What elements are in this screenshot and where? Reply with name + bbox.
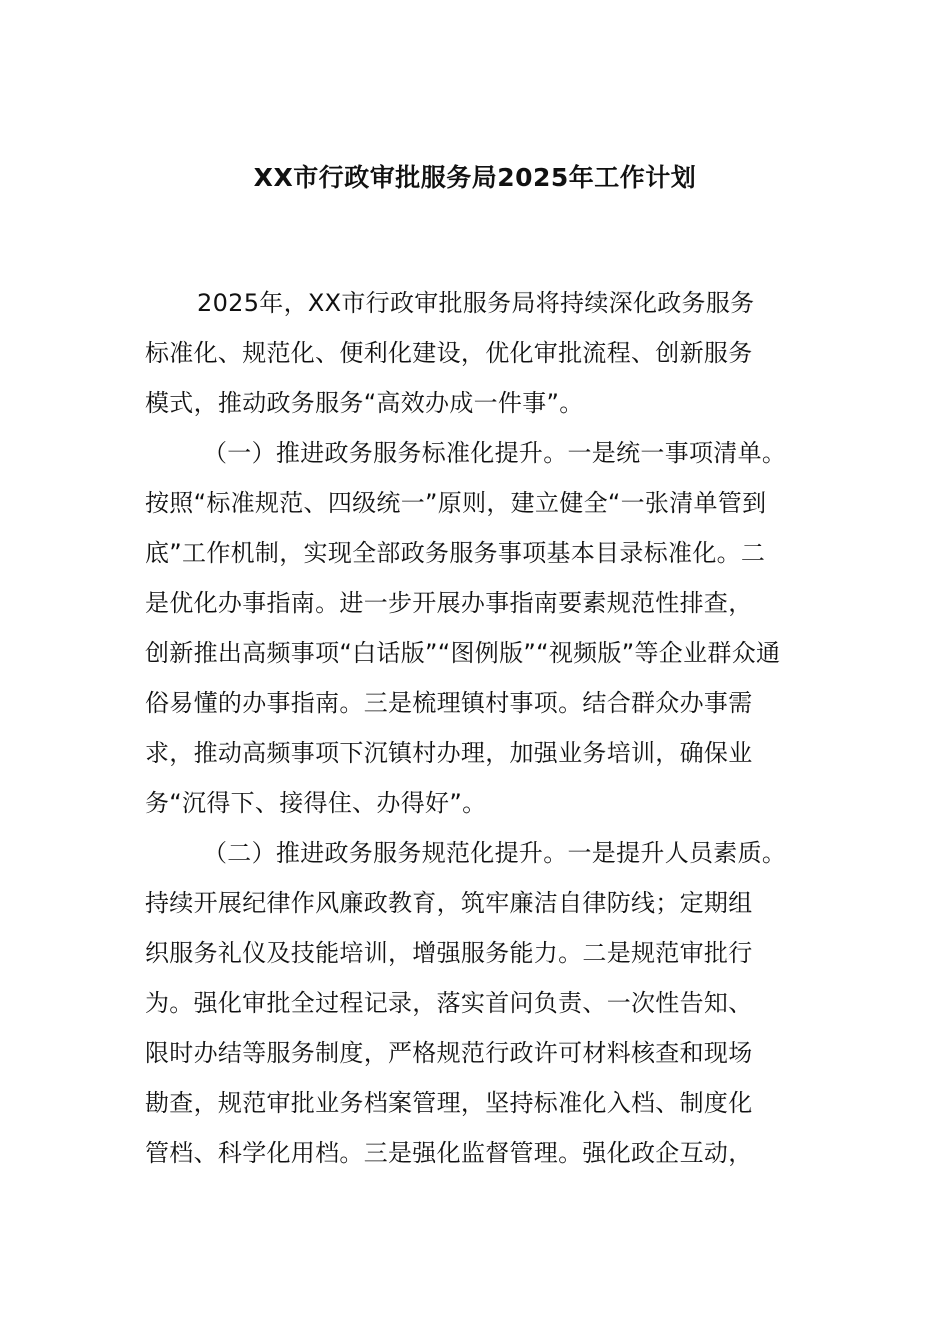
section-2-line-6: 勘查，规范审批业务档案管理，坚持标准化入档、制度化 xyxy=(145,1089,753,1117)
paragraph-intro-line-3: 模式，推动政务服务“高效办成一件事”。 xyxy=(145,389,584,417)
paragraph-intro-line-2: 标准化、规范化、便利化建设，优化审批流程、创新服务 xyxy=(145,339,753,367)
section-2-line-4: 为。强化审批全过程记录，落实首问负责、一次性告知、 xyxy=(145,989,753,1017)
section-2-line-5: 限时办结等服务制度，严格规范行政许可材料核查和现场 xyxy=(145,1039,753,1067)
section-2-line-3: 织服务礼仪及技能培训，增强服务能力。二是规范审批行 xyxy=(145,939,753,967)
section-1-line-7: 求，推动高频事项下沉镇村办理，加强业务培训，确保业 xyxy=(145,739,753,767)
section-1-line-4: 是优化办事指南。进一步开展办事指南要素规范性排查， xyxy=(145,589,753,617)
section-1-line-8: 务“沉得下、接得住、办得好”。 xyxy=(145,789,487,817)
document-body xyxy=(145,283,825,1183)
section-2-line-1: （二）推进政务服务规范化提升。一是提升人员素质。 xyxy=(203,839,787,867)
section-1-line-2: 按照“标准规范、四级统一”原则，建立健全“一张清单管到 xyxy=(145,489,767,517)
section-1-line-3: 底”工作机制，实现全部政务服务事项基本目录标准化。二 xyxy=(145,539,766,567)
document-title: XX市行政审批服务局2025年工作计划 xyxy=(253,163,697,192)
section-2-line-7: 管档、科学化用档。三是强化监督管理。强化政企互动， xyxy=(145,1139,753,1167)
section-1-line-1: （一）推进政务服务标准化提升。一是统一事项清单。 xyxy=(203,439,787,467)
section-1-line-5: 创新推出高频事项“白话版”“图例版”“视频版”等企业群众通 xyxy=(145,639,781,667)
section-2-line-2: 持续开展纪律作风廉政教育，筑牢廉洁自律防线；定期组 xyxy=(145,889,753,917)
paragraph-intro-line-1: 2025年，XX市行政审批服务局将持续深化政务服务 xyxy=(197,289,755,317)
section-1-line-6: 俗易懂的办事指南。三是梳理镇村事项。结合群众办事需 xyxy=(145,689,753,717)
